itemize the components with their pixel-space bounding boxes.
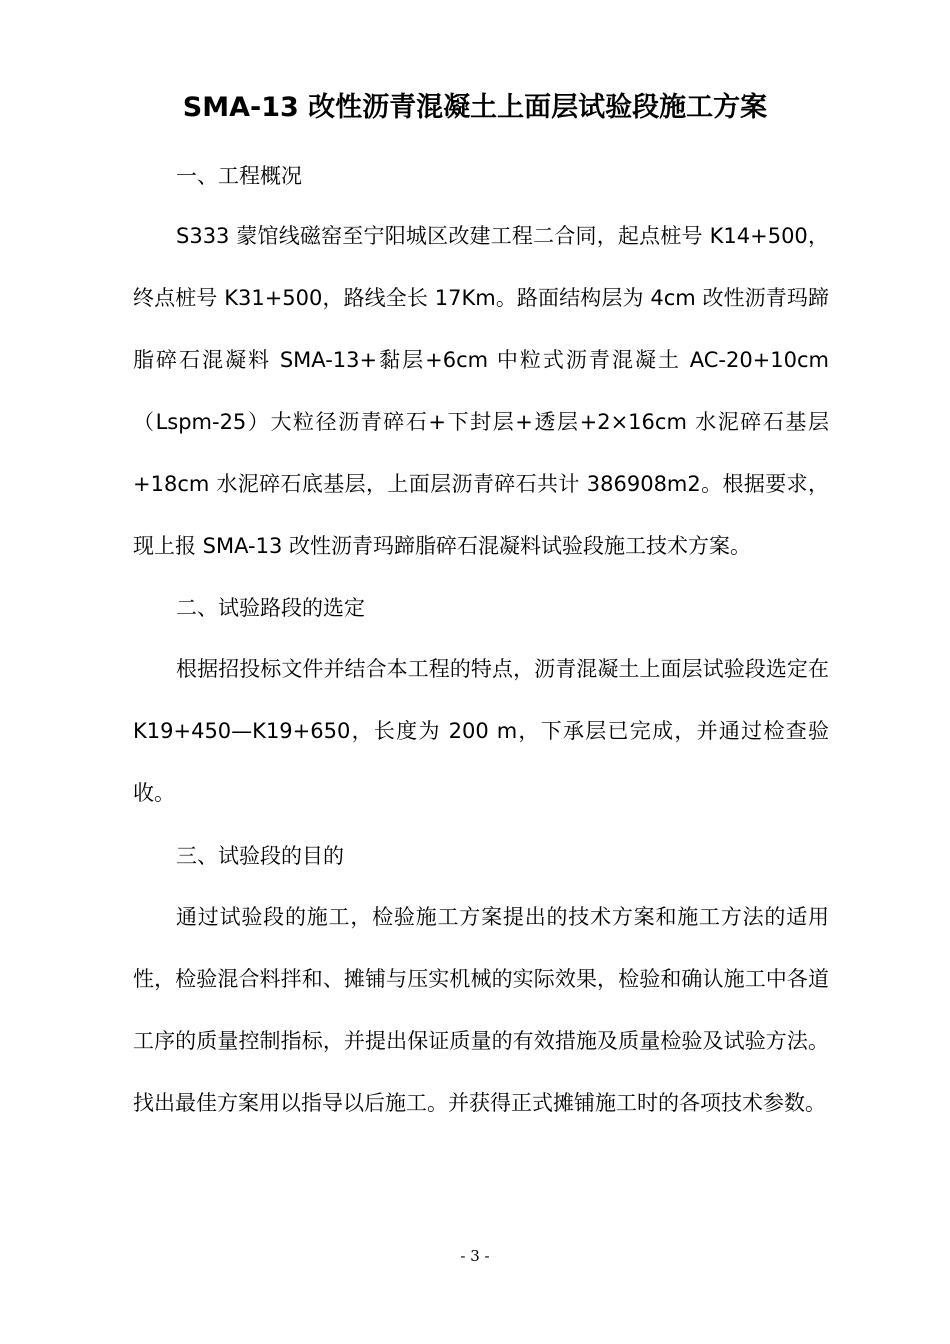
section-heading-test-section-selection: 二、试验路段的选定 — [176, 596, 365, 620]
section-paragraph-test-section-selection: 根据招投标文件并结合本工程的特点，沥青混凝土上面层试验段选定在 K19+450—K19+650，长度为 200 m，下承层已完成，并通过检查验收。 — [133, 657, 829, 805]
document-title: SMA-13 改性沥青混凝土上面层试验段施工方案 — [182, 92, 768, 123]
section-paragraph-overview: S333 蒙馆线磁窑至宁阳城区改建工程二合同，起点桩号 K14+500，终点桩号 K31+500，路线全长 17Km。路面结构层为 4cm 改性沥青玛蹄脂碎石混凝料 SMA-13+黏层+6cm 中粒式沥青混凝土 AC-20+10cm（Lspm-25）大粒径沥青碎石+下封层+透层+2×16cm 水泥碎石基层+18cm 水泥碎石底基层，上面层沥青碎石共计 386908m2。根据要求，现上报 SMA-13 改性沥青玛蹄脂碎石混凝料试验段施工技术方案。 — [133, 224, 829, 558]
page-number: - 3 - — [460, 1247, 490, 1265]
section-heading-purpose: 三、试验段的目的 — [176, 844, 344, 868]
section-paragraph-purpose: 通过试验段的施工，检验施工方案提出的技术方案和施工方法的适用性，检验混合料拌和、摊铺与压实机械的实际效果，检验和确认施工中各道工序的质量控制指标，并提出保证质量的有效措施及质量检验及试验方法。找出最佳方案用以指导以后施工。并获得正式摊铺施工时的各项技术参数。 — [133, 905, 829, 1115]
section-heading-overview: 一、工程概况 — [176, 164, 302, 188]
